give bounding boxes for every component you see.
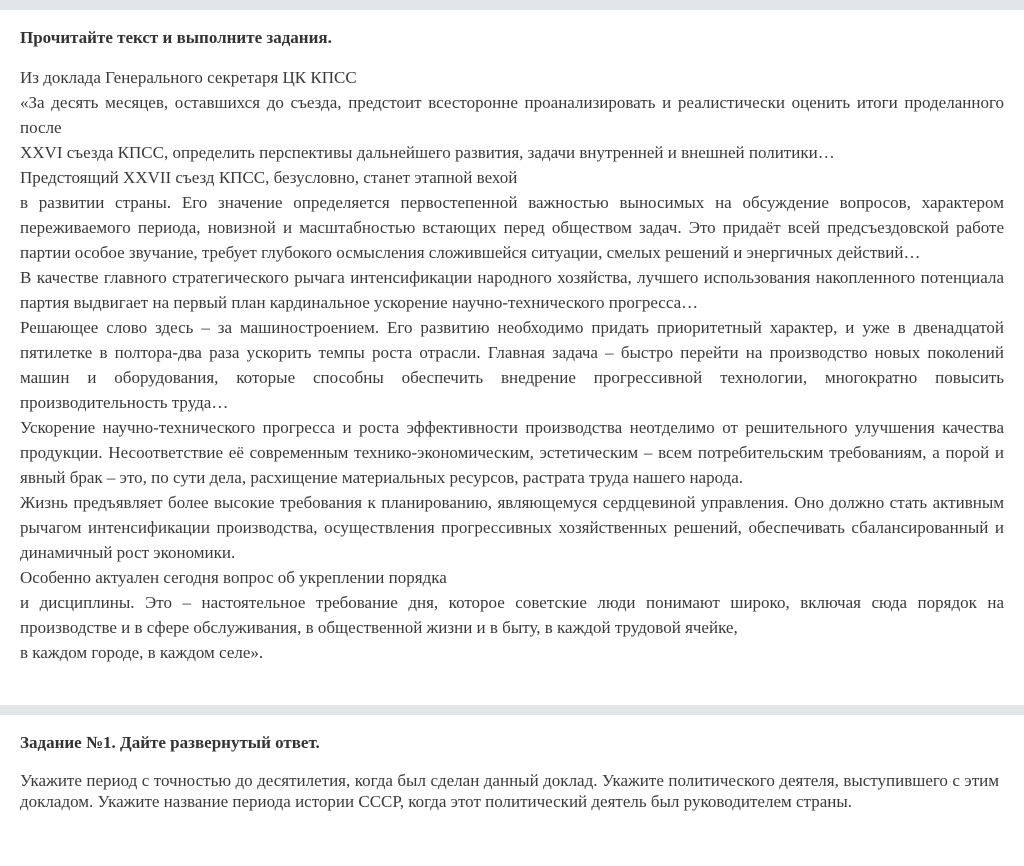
excerpt-paragraph: XXVI съезда КПСС, определить перспективы дальнейшего развития, задачи внутренней и внешней политики… — [20, 143, 835, 162]
excerpt-paragraph: Жизнь предъявляет более высокие требования к планированию, являющемуся сердцевиной управления. Оно должно стать активным рычагом интенсификации производства, осуществления прогрессивных хозяйственных решений, обеспечивать сбалансированный и динамичный рост экономики. — [20, 493, 1004, 562]
excerpt-paragraph: «За десять месяцев, оставшихся до съезда, предстоит всесторонне проанализировать и реалистически оценить итоги проделанного после — [20, 93, 1004, 137]
excerpt-paragraph: в каждом городе, в каждом селе». — [20, 643, 264, 662]
task-heading: Задание №1. Дайте развернутый ответ. — [20, 733, 320, 752]
excerpt-paragraph: В качестве главного стратегического рычага интенсификации народного хозяйства, лучшего использования накопленного потенциала партия выдвигает на первый план кардинальное ускорение научно-технического прогресса… — [20, 268, 1004, 312]
section-divider-band — [0, 705, 1024, 715]
task-question-text: Укажите период с точностью до десятилетия, когда был сделан данный доклад. Укажите политического деятеля, выступившего с этим докладом. Укажите название периода истории СССР, когда этот политический деятель был руководителем страны. — [20, 771, 999, 811]
top-divider-band — [0, 0, 1024, 10]
reading-instruction-heading: Прочитайте текст и выполните задания. — [20, 28, 332, 47]
excerpt-source-line: Из доклада Генерального секретаря ЦК КПСС — [20, 68, 357, 87]
excerpt-paragraph: Ускорение научно-технического прогресса и роста эффективности производства неотделимо от решительного улучшения качества продукции. Несоответствие её современным технико-экономическим, эстетическим – всем потребительским требованиям, а порой и явный брак – это, по сути дела, расхищение материальных ресурсов, растрата труда нашего народа. — [20, 418, 1004, 487]
excerpt-paragraph: Решающее слово здесь – за машиностроением. Его развитию необходимо придать приоритетный характер, и уже в двенадцатой пятилетке в полтора-два раза ускорить темпы роста отрасли. Главная задача – быстро перейти на производство новых поколений машин и оборудования, которые способны обеспечить внедрение прогрессивной технологии, многократно повысить производительность труда… — [20, 318, 1004, 412]
excerpt-paragraph: Особенно актуален сегодня вопрос об укреплении порядка — [20, 568, 447, 587]
excerpt-paragraph: в развитии страны. Его значение определяется первостепенной важностью выносимых на обсуждение вопросов, характером переживаемого периода, новизной и масштабностью встающих перед обществом задач. Это придаёт всей предсъездовской работе партии особое звучание, требует глубокого осмысления сложившейся ситуации, смелых решений и энергичных действий… — [20, 193, 1004, 262]
document-excerpt — [20, 65, 1004, 665]
task-card — [0, 715, 1024, 866]
excerpt-paragraph: Предстоящий XXVII съезд КПСС, безусловно, станет этапной вехой — [20, 168, 518, 187]
excerpt-paragraph: и дисциплины. Это – настоятельное требование дня, которое советские люди понимают широко, включая сюда порядок на производстве и в сфере обслуживания, в общественной жизни и в быту, в каждой трудовой ячейке, — [20, 593, 1004, 637]
reading-passage-card — [0, 10, 1024, 705]
